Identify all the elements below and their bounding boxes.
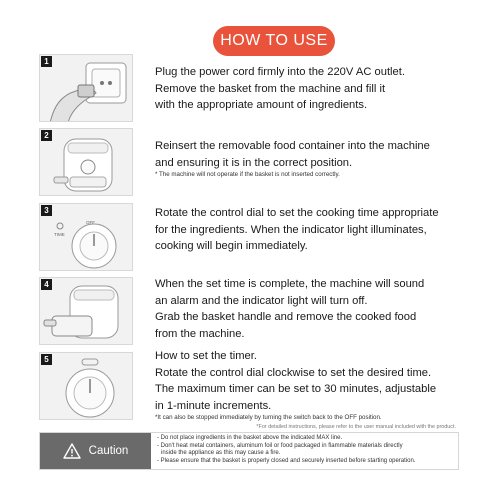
step-2-text bbox=[155, 138, 455, 179]
caution-line: - Please ensure that the basket is properly closed and securely inserted before starting operation. bbox=[157, 457, 416, 464]
text-line: Remove the basket from the machine and fill it bbox=[155, 82, 386, 95]
warning-icon bbox=[63, 443, 81, 459]
text-line: from the machine. bbox=[155, 327, 245, 340]
text-line: Grab the basket handle and remove the cooked food bbox=[155, 311, 417, 324]
step-number: 2 bbox=[41, 130, 52, 141]
text-line: an alarm and the indicator light will turn off. bbox=[155, 294, 368, 307]
caution-list bbox=[157, 435, 457, 465]
text-line: Rotate the control dial to set the cooking time appropriate bbox=[155, 207, 439, 219]
text-line: for the ingredients. When the indicator light illuminates, bbox=[155, 223, 427, 236]
text-line: Plug the power cord firmly into the 220V AC outlet. bbox=[155, 66, 405, 78]
step-2-illustration bbox=[39, 128, 133, 196]
step-3-text bbox=[155, 205, 455, 255]
caution-line: inside the appliance as this may cause a fire. bbox=[161, 450, 281, 457]
caution-line: - Do not place ingredients in the basket above the indicated MAX line. bbox=[157, 435, 343, 441]
step-note: *It can also be stopped immediately by turning the switch back to the OFF position. bbox=[155, 414, 382, 422]
text-line: How to set the timer. bbox=[155, 350, 257, 362]
step-number: 4 bbox=[41, 279, 52, 290]
caution-label-block bbox=[40, 433, 151, 469]
step-1-text bbox=[155, 64, 455, 114]
text-line: with the appropriate amount of ingredients. bbox=[155, 99, 368, 112]
step-number: 3 bbox=[41, 205, 52, 216]
page-title: HOW TO USE bbox=[213, 26, 335, 56]
step-note: * The machine will not operate if the basket is not inserted correctly. bbox=[155, 171, 340, 179]
text-line: The maximum timer can be set to 30 minutes, adjustable bbox=[155, 383, 437, 396]
step-4-illustration bbox=[39, 277, 133, 345]
step-4-text bbox=[155, 276, 455, 342]
text-line: and ensuring it is in the correct position. bbox=[155, 156, 353, 169]
footer-note: *For detailed instructions, please refer to the user manual included with the product. bbox=[256, 424, 456, 430]
step-3-illustration bbox=[39, 203, 133, 271]
step-1-illustration bbox=[39, 54, 133, 122]
text-line: in 1-minute increments. bbox=[155, 399, 272, 412]
text-line: When the set time is complete, the machine will sound bbox=[155, 278, 425, 290]
step-5-text bbox=[155, 348, 455, 422]
text-line: Rotate the control dial clockwise to set the desired time. bbox=[155, 366, 432, 379]
text-line: Reinsert the removable food container into the machine bbox=[155, 140, 430, 152]
dial-off-label: OFF bbox=[86, 220, 95, 225]
caution-label: Caution bbox=[88, 445, 129, 457]
step-number: 5 bbox=[41, 354, 52, 365]
step-5-illustration bbox=[39, 352, 133, 420]
caution-box bbox=[39, 432, 459, 470]
text-line: cooking will begin immediately. bbox=[155, 240, 308, 253]
step-number: 1 bbox=[41, 56, 52, 67]
dial-time-label: TIME bbox=[54, 232, 65, 237]
caution-line: - Don't heat metal containers, aluminum foil or food packaged in flammable materials directly bbox=[157, 442, 403, 449]
